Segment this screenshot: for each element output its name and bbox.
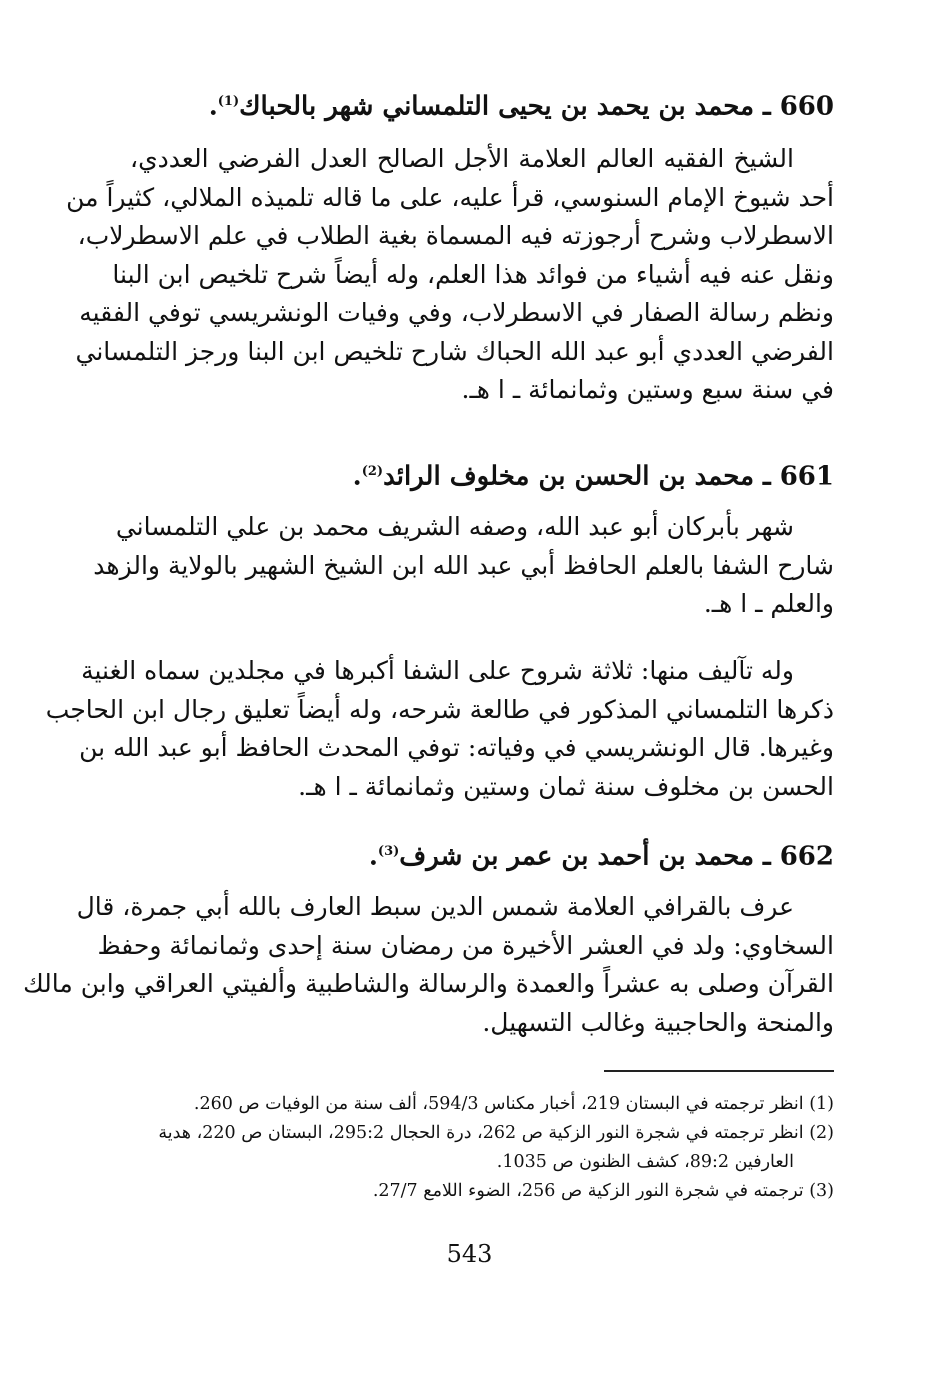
footnote-1: (1) انظر ترجمته في البستان 219، أخبار مكناس 594/3، ألف سنة من الوفيات ص 260.: [193, 1094, 834, 1114]
footnote-ref-1[interactable]: (1): [217, 94, 240, 109]
footnote-2-continued: العارفين 89:2، كشف الظنون ص 1035.: [496, 1152, 794, 1172]
entry-heading-662: 662 ـ محمد بن أحمد بن عمر بن شرف$^{(3)}$.: [368, 841, 834, 872]
entry-heading-661: 661 ـ محمد بن الحسن بن مخلوف الرائد$^{(2)}$.: [352, 461, 834, 492]
text-line: الاسطرلاب وشرح أرجوزته فيه المسماة بغية الطلاب في علم الاسطرلاب،: [77, 221, 834, 250]
text-line: السخاوي: ولد في العشر الأخيرة من رمضان سنة إحدى وثمانمائة وحفظ: [97, 930, 834, 960]
entry-661-paragraph-1: [93, 508, 834, 624]
text-line: وله تآليف منها: ثلاثة شروح على الشفا أكبرها في مجلدين سماه الغنية: [81, 656, 794, 685]
heading-text: 661 ـ محمد بن الحسن بن مخلوف الرائد: [383, 461, 834, 492]
footnote-ref-3[interactable]: (3): [377, 844, 400, 859]
text-line: أحد شيوخ الإمام السنوسي، قرأ عليه، على ما قاله تلميذه الملالي، كثيراً من: [66, 182, 834, 212]
entry-heading-660: 660 ـ محمد بن يحمد بن يحيى التلمساني شهر بالحباك$^{(1)}$.: [208, 91, 834, 122]
text-line: القرآن وصلى به عشراً والعمدة والرسالة والشاطبية وألفيتي العراقي وابن مالك: [23, 969, 834, 998]
footnote-ref-2[interactable]: (2): [361, 464, 384, 479]
footnote-3: (3) ترجمته في شجرة النور الزكية ص 256، الضوء اللامع 27/7.: [372, 1181, 834, 1201]
text-line: شهر بأبركان أبو عبد الله، وصفه الشريف محمد بن علي التلمساني: [115, 512, 794, 541]
page-number: 543: [446, 1240, 493, 1268]
footnote-divider: [604, 1070, 834, 1072]
text-line: عرف بالقرافي العلامة شمس الدين سبط العارف بالله أبي جمرة، قال: [76, 892, 794, 921]
footnote-2: (2) انظر ترجمته في شجرة النور الزكية ص 262، درة الحجال 295:2، البستان ص 220، هدية: [158, 1123, 834, 1143]
text-line: الحسن بن مخلوف سنة ثمان وستين وثمانمائة ـ ا هـ.: [298, 771, 834, 801]
text-line: والمنحة والحاجبية وغالب التسهيل.: [482, 1007, 834, 1037]
entry-662-paragraph: [23, 888, 834, 1042]
text-line: ونظم رسالة الصفار في الاسطرلاب، وفي وفيات الونشريسي توفي الفقيه: [79, 298, 834, 327]
heading-text: 662 ـ محمد بن أحمد بن عمر بن شرف: [399, 841, 834, 872]
text-line: ونقل عنه فيه أشياء من فوائد هذا العلم، وله أيضاً شرح تلخيص ابن البنا: [112, 259, 834, 289]
text-line: الشيخ الفقيه العالم العلامة الأجل الصالح العدل الفرضي العددي،: [130, 144, 794, 173]
heading-text: 660 ـ محمد بن يحمد بن يحيى التلمساني شهر بالحباك: [239, 91, 834, 122]
text-line: والعلم ـ ا هـ.: [703, 589, 834, 618]
text-line: الفرضي العددي أبو عبد الله الحباك شارح تلخيص ابن البنا ورجز التلمساني: [75, 336, 834, 366]
text-line: وغيرها. قال الونشريسي في وفياته: توفي المحدث الحافظ أبو عبد الله بن: [79, 733, 834, 762]
text-line: في سنة سبع وستين وثمانمائة ـ ا هـ.: [461, 375, 834, 404]
footnotes: [130, 1090, 834, 1206]
entry-660-paragraph: [66, 140, 834, 410]
text-line: شارح الشفا بالعلم الحافظ أبي عبد الله ابن الشيخ الشهير بالولاية والزهد: [93, 550, 834, 580]
entry-661-paragraph-2: [45, 652, 834, 806]
text-line: ذكرها التلمساني المذكور في طالعة شرحه، وله أيضاً تعليق رجال ابن الحاجب: [45, 694, 834, 724]
